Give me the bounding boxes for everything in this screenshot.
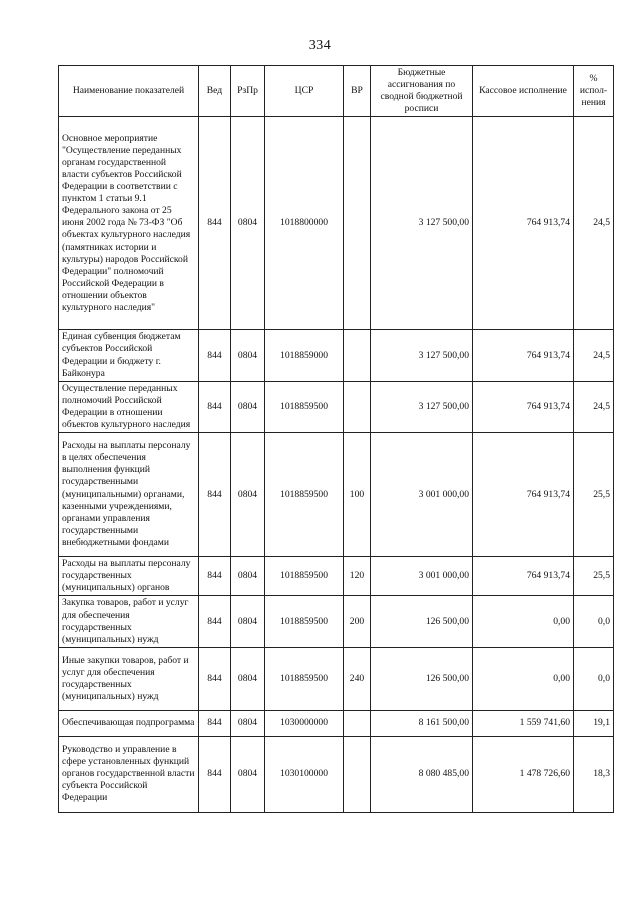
row-vr: 200 [344,596,371,647]
row-ved: 844 [199,557,231,596]
row-csr: 1030100000 [265,736,344,812]
row-budget: 3 127 500,00 [371,381,473,432]
row-cash: 0,00 [473,596,574,647]
row-vr [344,710,371,736]
row-percent: 0,0 [574,596,614,647]
row-name: Основное мероприятие "Осуществление переданных органам государственной власти субъектов Российской Федерации в соответствии с пунктом 1 статьи 9.1 Федерального закона от 25 июня 2002 года № 73-ФЗ "Об объектах культурного наследия (памятниках истории и культуры) народов Российской Федерации" полномочий Российской Федерации в отношении объектов культурного наследия" [59,117,199,330]
row-ved: 844 [199,736,231,812]
table-header-row [59,66,614,117]
row-budget: 3 127 500,00 [371,330,473,381]
row-vr [344,117,371,330]
row-ved: 844 [199,710,231,736]
table-row [59,557,614,596]
row-percent: 25,5 [574,433,614,557]
row-percent: 24,5 [574,381,614,432]
row-percent: 0,0 [574,647,614,710]
row-budget: 3 127 500,00 [371,117,473,330]
row-ved: 844 [199,647,231,710]
row-budget: 3 001 000,00 [371,557,473,596]
row-name: Руководство и управление в сфере установленных функций органов государственной власти субъекта Российской Федерации [59,736,199,812]
row-rzpr: 0804 [231,381,265,432]
row-rzpr: 0804 [231,596,265,647]
row-rzpr: 0804 [231,647,265,710]
row-vr [344,330,371,381]
row-rzpr: 0804 [231,557,265,596]
row-csr: 1030000000 [265,710,344,736]
row-vr: 100 [344,433,371,557]
row-percent: 24,5 [574,330,614,381]
row-cash: 1 478 726,60 [473,736,574,812]
row-name: Расходы на выплаты персоналу государственных (муниципальных) органов [59,557,199,596]
table-row [59,433,614,557]
row-csr: 1018859500 [265,433,344,557]
row-vr: 240 [344,647,371,710]
row-name: Осуществление переданных полномочий Российской Федерации в отношении объектов культурного наследия [59,381,199,432]
row-ved: 844 [199,596,231,647]
row-budget: 3 001 000,00 [371,433,473,557]
row-cash: 1 559 741,60 [473,710,574,736]
row-csr: 1018859500 [265,557,344,596]
header-csr: ЦСР [265,66,344,117]
table-row [59,710,614,736]
table-row [59,381,614,432]
row-csr: 1018800000 [265,117,344,330]
table-row [59,117,614,330]
row-rzpr: 0804 [231,433,265,557]
budget-execution-table [58,65,614,813]
row-name: Расходы на выплаты персоналу в целях обеспечения выполнения функций государственными (муниципальными) органами, казенными учреждениями, органами управления государственными внебюджетными фондами [59,433,199,557]
row-percent: 19,1 [574,710,614,736]
row-budget: 8 161 500,00 [371,710,473,736]
row-rzpr: 0804 [231,736,265,812]
row-cash: 764 913,74 [473,117,574,330]
row-cash: 764 913,74 [473,330,574,381]
row-cash: 764 913,74 [473,381,574,432]
row-rzpr: 0804 [231,710,265,736]
table-row [59,647,614,710]
table-row [59,736,614,812]
header-rzpr: РзПр [231,66,265,117]
row-budget: 126 500,00 [371,647,473,710]
row-ved: 844 [199,381,231,432]
row-budget: 126 500,00 [371,596,473,647]
row-csr: 1018859500 [265,596,344,647]
table-row [59,596,614,647]
row-vr [344,381,371,432]
row-csr: 1018859500 [265,381,344,432]
header-vr: ВР [344,66,371,117]
row-name: Единая субвенция бюджетам субъектов Российской Федерации и бюджету г. Байконура [59,330,199,381]
row-vr [344,736,371,812]
row-cash: 764 913,74 [473,557,574,596]
header-cash: Кассовое исполнение [473,66,574,117]
header-ved: Вед [199,66,231,117]
row-name: Закупка товаров, работ и услуг для обеспечения государственных (муниципальных) нужд [59,596,199,647]
row-cash: 0,00 [473,647,574,710]
header-percent: % испол-нения [574,66,614,117]
table-row [59,330,614,381]
row-csr: 1018859000 [265,330,344,381]
header-name: Наименование показателей [59,66,199,117]
row-percent: 18,3 [574,736,614,812]
row-name: Иные закупки товаров, работ и услуг для обеспечения государственных (муниципальных) нужд [59,647,199,710]
header-budget: Бюджетные ассигнования по сводной бюджетной росписи [371,66,473,117]
row-ved: 844 [199,330,231,381]
row-ved: 844 [199,117,231,330]
row-ved: 844 [199,433,231,557]
row-percent: 25,5 [574,557,614,596]
page-number: 334 [308,38,332,53]
row-cash: 764 913,74 [473,433,574,557]
row-budget: 8 080 485,00 [371,736,473,812]
row-name: Обеспечивающая подпрограмма [59,710,199,736]
row-percent: 24,5 [574,117,614,330]
row-vr: 120 [344,557,371,596]
row-csr: 1018859500 [265,647,344,710]
row-rzpr: 0804 [231,117,265,330]
row-rzpr: 0804 [231,330,265,381]
